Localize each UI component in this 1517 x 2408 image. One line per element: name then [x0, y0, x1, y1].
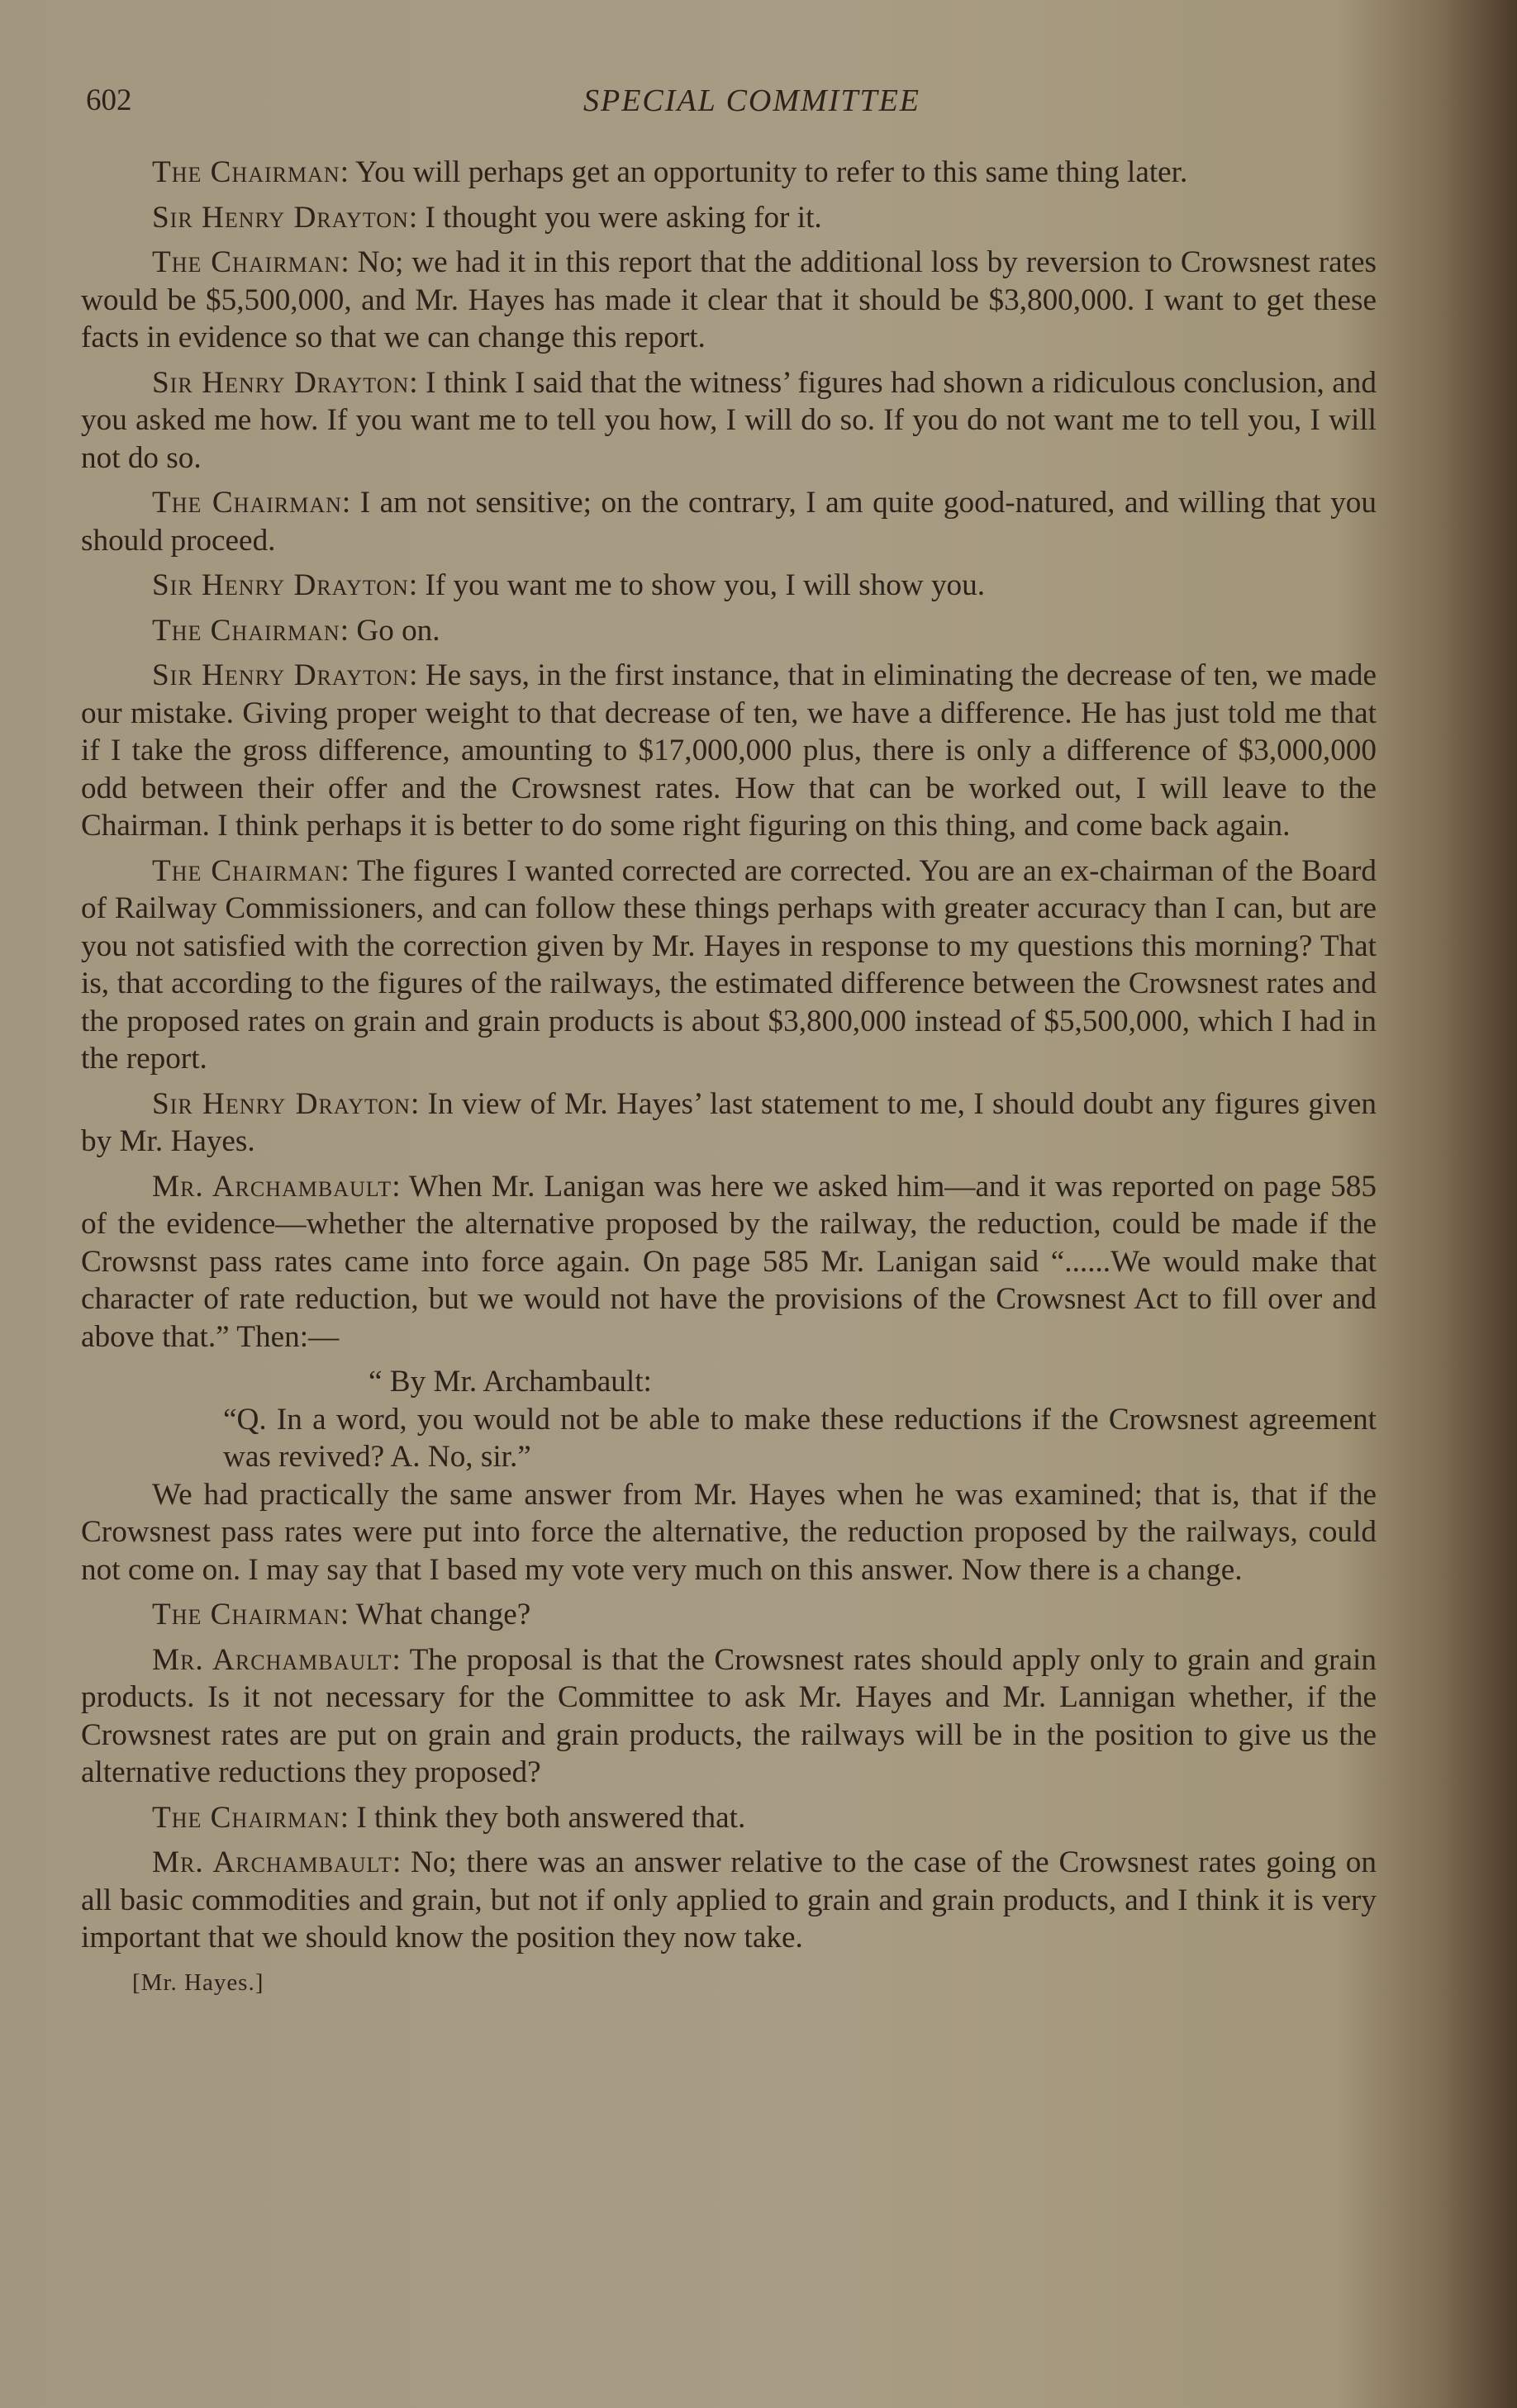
paragraph-text: I think I said that the witness’ figures had shown a ridiculous conclusion, and you asked me how. If you want me to tell you how, I will do so. If you do not want me to tell you, I will not do so.	[81, 365, 1377, 475]
paragraph: Mr. Archambault: No; there was an answer relative to the case of the Crowsnest rates going on all basic commodities and grain, but not if only applied to grain and grain products, and I think it is very important that we should know the position they now take.	[81, 1845, 1377, 1954]
running-head	[83, 79, 1388, 129]
paragraph-group	[81, 154, 1377, 1356]
paragraph-text: If you want me to show you, I will show you.	[425, 568, 986, 602]
paragraph-text: I am not sensitive; on the contrary, I am quite good-natured, and willing that you should proceed.	[81, 486, 1377, 558]
speaker-name: Sir Henry Drayton	[152, 365, 410, 400]
paragraph-text: What change?	[355, 1598, 531, 1631]
paragraph: The Chairman: No; we had it in this report that the additional loss by reversion to Crowsnest rates would be $5,500,000, and Mr. Hayes has made it clear that it should be $3,800,000. I want to get these facts in evidence so that we can change this report.	[81, 245, 1377, 354]
paragraph: The Chairman: I think they both answered that.	[152, 1800, 746, 1835]
speaker-name: The Chairman	[152, 1598, 340, 1631]
paragraph-text: I think they both answered that.	[356, 1800, 746, 1835]
paragraph: The Chairman: Go on.	[152, 613, 440, 648]
catchword: [Mr. Hayes.]	[132, 1969, 264, 1996]
paragraph-text: In view of Mr. Hayes’ last statement to me, I should doubt any figures given by Mr. Hayes.	[81, 1086, 1377, 1158]
paragraph: Sir Henry Drayton: He says, in the first instance, that in eliminating the decrease of ten, we made our mistake. Giving proper weight to that decrease of ten, we have a difference. He has just told me that if I take the gross difference, amounting to $17,000,000 plus, there is only a difference of $3,000,000 odd between their offer and the Crowsnest rates. How that can be worked out, I will leave to the Chairman. I think perhaps it is better to do some right figuring on this thing, and come back again.	[81, 658, 1377, 843]
paragraph-text: He says, in the first instance, that in eliminating the decrease of ten, we made our mistake. Giving proper weight to that decrease of ten, we have a difference. He has just told me that if I take the gross difference, amounting to $17,000,000 plus, there is only a difference of $3,000,000 odd between their offer and the Crowsnest rates. How that can be worked out, I will leave to the Chairman. I think perhaps it is better to do some right figuring on this thing, and come back again.	[81, 658, 1377, 843]
speaker-name: Sir Henry Drayton	[152, 568, 409, 602]
speaker-name: The Chairman	[152, 245, 341, 279]
paragraph: The Chairman: You will perhaps get an opportunity to refer to this same thing later.	[152, 155, 1188, 189]
paragraph-text: No; there was an answer relative to the case of the Crowsnest rates going on all basic commodities and grain, but not if only applied to grain and grain products, and I think it is very important that we should know the position they now take.	[81, 1845, 1377, 1954]
paragraph: Sir Henry Drayton: In view of Mr. Hayes’ last statement to me, I should doubt any figures given by Mr. Hayes.	[81, 1086, 1377, 1158]
paragraph: Mr. Archambault: When Mr. Lanigan was here we asked him—and it was reported on page 585 of the evidence—whether the alternative proposed by the railway, the reduction, could be made if the Crowsnst pass rates came into force again. On page 585 Mr. Lanigan said “......We would make that character of rate reduction, but we would not have the provisions of the Crowsnest Act to fill over and above that.” Then:—	[81, 1169, 1377, 1354]
paragraph: The Chairman: What change?	[152, 1598, 531, 1631]
paragraph-text: No; we had it in this report that the additional loss by reversion to Crowsnest rates would be $5,500,000, and Mr. Hayes has made it clear that it should be $3,800,000. I want to get these facts in evidence so that we can change this report.	[81, 245, 1377, 354]
paragraph: The Chairman: The figures I wanted corrected are corrected. You are an ex-chairman of the Board of Railway Commissioners, and can follow these things perhaps with greater accuracy than I can, but are you not satisfied with the correction given by Mr. Hayes in response to my questions this morning? That is, that according to the figures of the railways, the estimated difference between the Crowsnest rates and the proposed rates on grain and grain products is about $3,800,000 instead of $5,500,000, which I had in the report.	[81, 853, 1377, 1076]
paragraph-text: When Mr. Lanigan was here we asked him—and it was reported on page 585 of the evidence—whether the alternative proposed by the railway, the reduction, could be made if the Crowsnst pass rates came into force again. On page 585 Mr. Lanigan said “......We would make that character of rate reduction, but we would not have the provisions of the Crowsnest Act to fill over and above that.” Then:—	[81, 1169, 1377, 1354]
speaker-name: Sir Henry Drayton	[152, 1086, 411, 1121]
quote-intro: “ By Mr. Archambault:	[369, 1365, 652, 1399]
paragraph-group	[81, 1476, 1377, 1957]
paragraph: Sir Henry Drayton: If you want me to show you, I will show you.	[152, 568, 986, 602]
speaker-name: Sir Henry Drayton	[152, 200, 409, 235]
speaker-name: Mr. Archambault	[152, 1169, 392, 1204]
speaker-name: The Chairman	[152, 613, 340, 648]
paragraph: Sir Henry Drayton: I think I said that the witness’ figures had shown a ridiculous conclusion, and you asked me how. If you want me to tell you how, I will do so. If you do not want me to tell you, I will not do so.	[81, 365, 1377, 475]
speaker-name: Sir Henry Drayton	[152, 658, 410, 692]
document-body	[81, 154, 1377, 2002]
quote-text: “Q. In a word, you would not be able to make these reductions if the Crowsnest agreement was revived? A. No, sir.”	[223, 1402, 1377, 1474]
running-title: SPECIAL COMMITTEE	[583, 83, 921, 118]
speaker-name: Mr. Archambault	[152, 1642, 392, 1677]
speaker-name: The Chairman	[152, 486, 342, 520]
paragraph-text: The proposal is that the Crowsnest rates should apply only to grain and grain products. Is it not necessary for the Committee to ask Mr. Hayes and Mr. Lannigan whether, if the Crowsnest rates are put on grain and grain products, the railways will be in the position to give us the alternative reductions they proposed?	[81, 1642, 1377, 1789]
paragraph-text: You will perhaps get an opportunity to refer to this same thing later.	[354, 155, 1188, 189]
page-number: 602	[86, 83, 132, 117]
paragraph: Mr. Archambault: The proposal is that the Crowsnest rates should apply only to grain and grain products. Is it not necessary for the Committee to ask Mr. Hayes and Mr. Lannigan whether, if the Crowsnest rates are put on grain and grain products, the railways will be in the position to give us the alternative reductions they proposed?	[81, 1642, 1377, 1789]
speaker-name: The Chairman	[152, 155, 340, 189]
speaker-name: Mr. Archambault	[152, 1845, 392, 1879]
speaker-name: The Chairman	[152, 853, 341, 888]
paragraph	[81, 1476, 1377, 1589]
paragraph-text: Go on.	[356, 613, 440, 648]
speaker-name: The Chairman	[152, 1800, 340, 1835]
paragraph: The Chairman: I am not sensitive; on the contrary, I am quite good-natured, and willing that you should proceed.	[81, 486, 1377, 558]
paragraph-text: The figures I wanted corrected are corrected. You are an ex-chairman of the Board of Railway Commissioners, and can follow these things perhaps with greater accuracy than I can, but are you not satisfied with the correction given by Mr. Hayes in response to my questions this morning? That is, that according to the figures of the railways, the estimated difference between the Crowsnest rates and the proposed rates on grain and grain products is about $3,800,000 instead of $5,500,000, which I had in the report.	[81, 853, 1377, 1076]
paragraph: Sir Henry Drayton: I thought you were asking for it.	[152, 200, 822, 235]
paragraph-text: We had practically the same answer from Mr. Hayes when he was examined; that is, that if the Crowsnest pass rates were put into force the alternative, the reduction proposed by the railways, could not come on. I may say that I based my vote very much on this answer. Now there is a change.	[81, 1477, 1377, 1587]
paragraph-text: I thought you were asking for it.	[425, 200, 822, 235]
quoted-testimony	[81, 1363, 1377, 1476]
